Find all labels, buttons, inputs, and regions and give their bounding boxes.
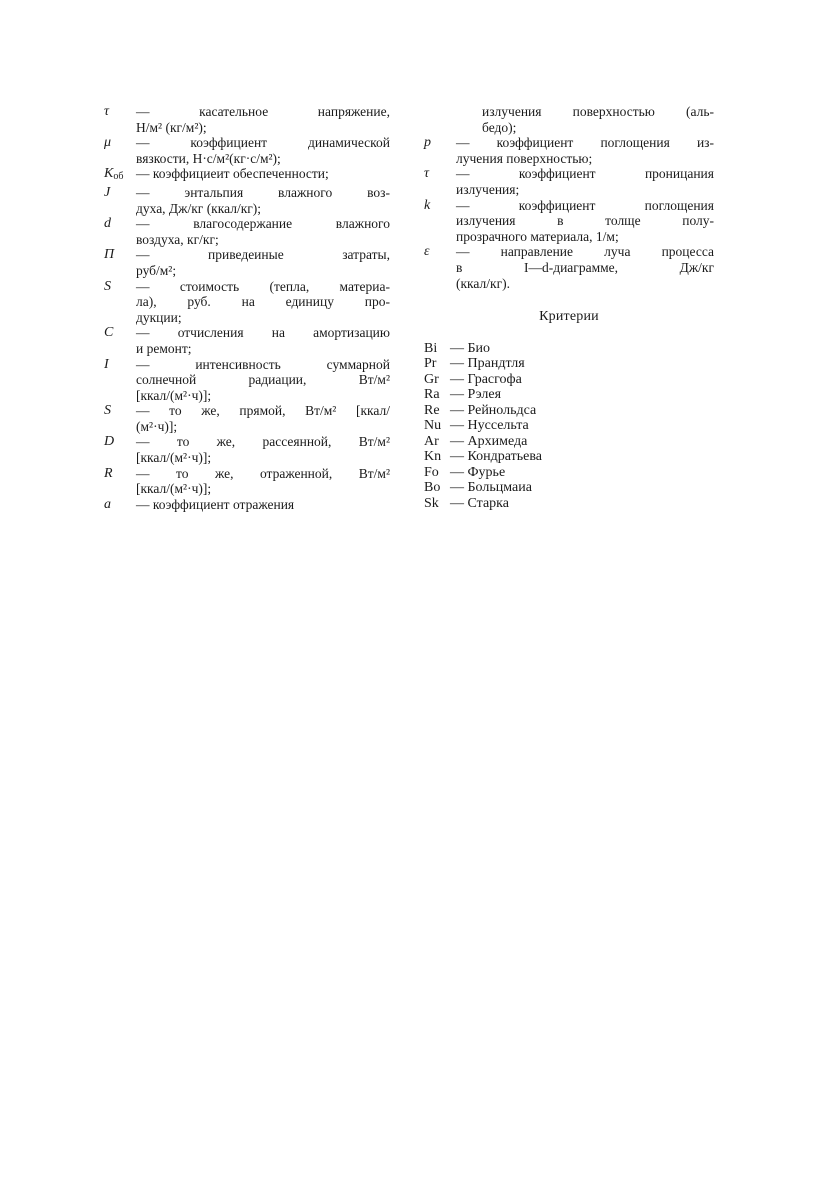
- criterion-item: [424, 341, 714, 357]
- criterion-name: — Грасгофа: [450, 371, 522, 387]
- notation-symbol: $K_{об}$: [104, 166, 124, 183]
- notation-left-column: [104, 104, 390, 512]
- notation-symbol: I: [104, 356, 109, 372]
- notation-entry: [104, 104, 390, 135]
- notation-description: — стоимость (тепла, материа- ла), руб. на единицу про- дукции;: [136, 278, 390, 325]
- notation-entry: [104, 247, 390, 278]
- notation-entry: [104, 185, 390, 216]
- continuation-line: бедо);: [482, 119, 517, 135]
- notation-entry: [424, 135, 714, 166]
- criterion-name: — Рейнольдса: [450, 402, 537, 418]
- criterion-name: — Кондратьева: [450, 449, 542, 465]
- notation-symbol: C: [104, 325, 114, 341]
- criterion-item: [424, 480, 714, 496]
- criterion-name: — Нуссельта: [450, 418, 529, 434]
- notation-description: — коэффициент отражения: [136, 496, 295, 512]
- criterion-abbreviation: Sk: [424, 495, 439, 511]
- notation-description: — коэффициент поглощения излучения в толще полу- прозрачного материала, 1/м;: [456, 197, 714, 244]
- notation-symbol: d: [104, 216, 111, 232]
- notation-symbol: μ: [104, 135, 112, 151]
- criterion-name: — Старка: [450, 495, 509, 511]
- notation-symbol: D: [104, 434, 115, 450]
- criterion-item: [424, 403, 714, 419]
- notation-description: — коэффициент проницания излучения;: [456, 166, 714, 197]
- criterion-name: — Прандтля: [450, 356, 525, 372]
- criterion-item: [424, 372, 714, 388]
- criterion-abbreviation: Re: [424, 402, 440, 418]
- notation-symbol: a: [104, 496, 111, 512]
- notation-description: — то же, рассеянной, Вт/м² [ккал/(м²·ч)];: [136, 434, 390, 466]
- criterion-name: — Био: [450, 340, 491, 356]
- notation-description: — направление луча процесса в I—d-диаграмме, Дж/кг (ккал/кг).: [456, 244, 714, 291]
- notation-description: — касательное напряжение, Н/м² (кг/м²);: [136, 104, 390, 135]
- criterion-item: [424, 418, 714, 434]
- notation-symbol: τ: [424, 166, 430, 182]
- notation-description: — энтальпия влажного воз- духа, Дж/кг (ккал/кг);: [136, 184, 390, 216]
- criterion-name: — Архимеда: [450, 433, 528, 449]
- notation-description: — интенсивность суммарной солнечной радиации, Вт/м² [ккал/(м²·ч)];: [136, 356, 390, 403]
- notation-symbol: S: [104, 278, 111, 294]
- criterion-item: [424, 496, 714, 512]
- notation-symbol: J: [104, 184, 111, 200]
- notation-description: — коэффициент динамической вязкости, Н·с/м²(кг·с/м²);: [136, 135, 390, 166]
- notation-entry: [424, 166, 714, 197]
- notation-description: — то же, прямой, Вт/м² [ккал/ (м²·ч)];: [136, 403, 390, 434]
- notation-symbol: ε: [424, 244, 430, 260]
- notation-description: — коэффициент поглощения из- лучения поверхностью;: [456, 135, 714, 166]
- continuation-text: [424, 104, 714, 135]
- continuation-line: излучения поверхностью (аль-: [482, 104, 714, 119]
- notation-symbol: R: [104, 465, 113, 481]
- criterion-name: — Рэлея: [450, 387, 502, 403]
- notation-entry: [104, 279, 390, 326]
- notation-description: — коэффициеит обеспеченности;: [136, 166, 329, 182]
- criterion-abbreviation: Ar: [424, 433, 439, 449]
- notation-symbol: τ: [104, 104, 110, 119]
- notation-symbol: S: [104, 403, 111, 419]
- notation-entry: [104, 434, 390, 465]
- criterion-item: [424, 434, 714, 450]
- notation-entry: [104, 497, 390, 513]
- notation-entry: [104, 325, 390, 356]
- notation-description: — то же, отраженной, Вт/м² [ккал/(м²·ч)];: [136, 465, 390, 497]
- criterion-abbreviation: Nu: [424, 418, 442, 434]
- notation-entry: [104, 357, 390, 404]
- notation-entry: [104, 403, 390, 434]
- criterion-item: [424, 465, 714, 481]
- criterion-abbreviation: Gr: [424, 371, 439, 387]
- notation-entry: [104, 166, 390, 185]
- notation-entry: [104, 216, 390, 247]
- criterion-name: — Фурье: [450, 464, 506, 480]
- notation-description: — приведеиные затраты, руб/м²;: [136, 247, 390, 278]
- criterion-abbreviation: Bi: [424, 340, 438, 356]
- criterion-abbreviation: Pr: [424, 356, 437, 372]
- notation-entry: [424, 198, 714, 245]
- notation-entry: [104, 466, 390, 497]
- notation-symbol: k: [424, 197, 431, 213]
- criterion-item: [424, 387, 714, 403]
- notation-symbol: П: [104, 247, 115, 263]
- notation-description: — влагосодержание влажного воздуха, кг/кг;: [136, 216, 390, 247]
- notation-symbol: p: [424, 135, 431, 151]
- criteria-list: [424, 341, 714, 512]
- criterion-abbreviation: Kn: [424, 449, 442, 465]
- notation-description: — отчисления на амортизацию и ремонт;: [136, 325, 390, 356]
- notation-entry: [104, 135, 390, 166]
- criterion-abbreviation: Bo: [424, 480, 441, 496]
- criteria-heading: Критерии: [539, 309, 599, 325]
- notation-entry: [424, 244, 714, 291]
- criterion-name: — Больцмаиа: [450, 480, 532, 496]
- criterion-abbreviation: Fo: [424, 464, 439, 480]
- notation-right-column: [424, 104, 714, 511]
- criterion-item: [424, 449, 714, 465]
- criterion-abbreviation: Ra: [424, 387, 440, 403]
- criterion-item: [424, 356, 714, 372]
